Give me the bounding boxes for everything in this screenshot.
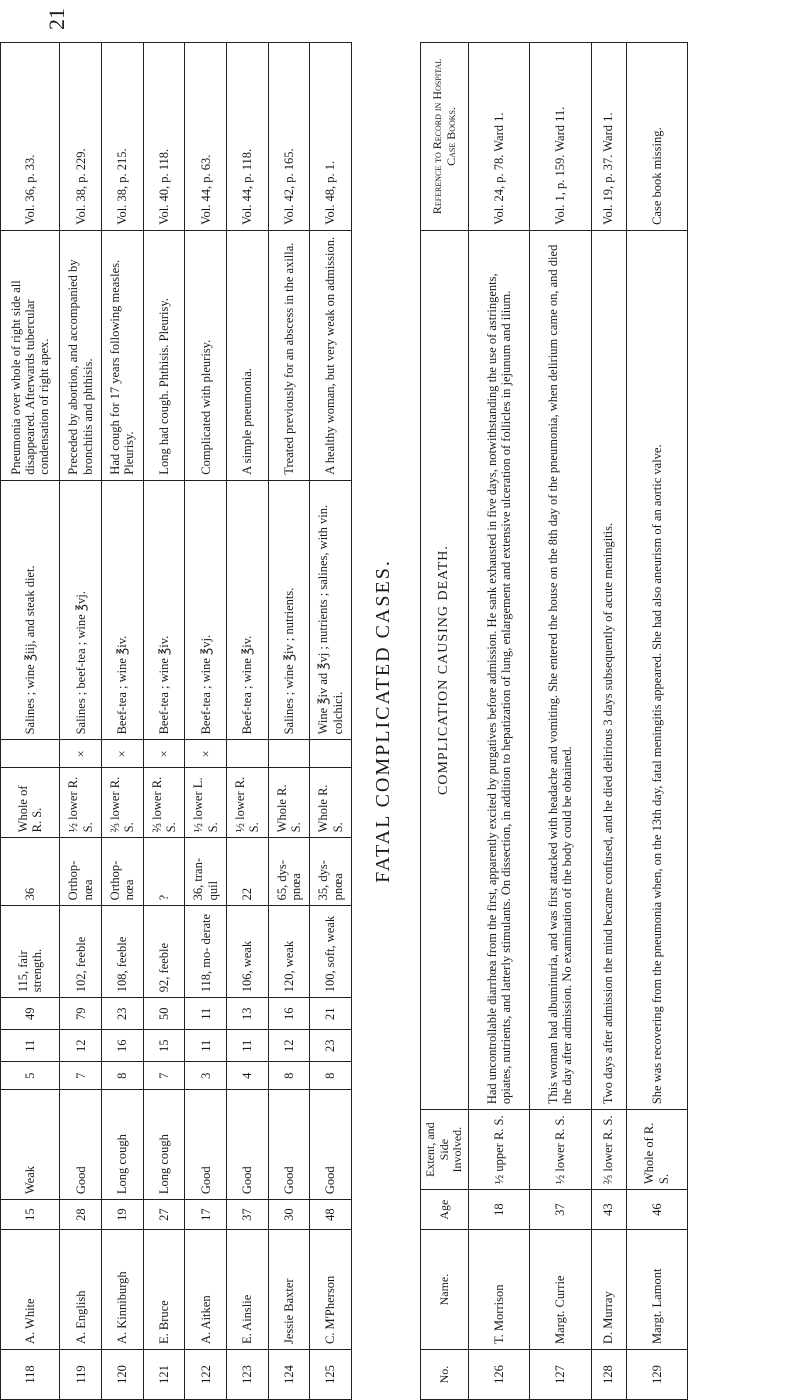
days-in-hospital: 13: [227, 998, 269, 1030]
extent-involved: ½ lower L. S.: [185, 768, 227, 838]
patient-age: 15: [1, 1200, 60, 1230]
patient-name: A. Kinniburgh: [102, 1230, 144, 1350]
fatal-cases-table: [420, 42, 688, 1400]
case-book-reference: Vol. 44, p. 118.: [227, 43, 269, 231]
header-age: Age: [421, 1190, 469, 1230]
respiration: 65, dys- pnœa: [268, 838, 310, 906]
day-of-disease: 3: [185, 1062, 227, 1090]
header-reference: Reference to Record in Hospital Case Books.: [421, 43, 469, 231]
patient-age: 27: [143, 1200, 185, 1230]
case-book-reference: Vol. 40, p. 118.: [143, 43, 185, 231]
cross-mark: [310, 740, 352, 768]
case-book-reference: Vol. 24, p. 78. Ward 1.: [469, 43, 530, 231]
day-of-disease: 8: [310, 1062, 352, 1090]
days-in-hospital: 49: [1, 998, 60, 1030]
complication-causing-death: This woman had albuminuria, and was first attacked with headache and vomiting. She entered the house on the 8th day of the pneumonia, when delirium came on, and died the day after admission. No examination of the body could be obtained.: [530, 230, 591, 1109]
patient-name: Margt. Lamont: [626, 1230, 687, 1350]
table-row: [227, 43, 269, 1400]
table-row: [530, 43, 591, 1400]
patient-name: E. Bruce: [143, 1230, 185, 1350]
respiration: Orthop- nœa: [102, 838, 144, 906]
case-book-reference: Vol. 48, p. 1.: [310, 43, 352, 231]
days-in-hospital: 79: [60, 998, 102, 1030]
day-of-disease: 7: [60, 1062, 102, 1090]
day-of-crisis: 23: [310, 1030, 352, 1062]
treatment: Salines ; beef-tea ; wine ℥vj.: [60, 480, 102, 740]
table-row: [185, 43, 227, 1400]
case-number: 121: [143, 1350, 185, 1400]
case-book-reference: Vol. 42, p. 165.: [268, 43, 310, 231]
header-complication: COMPLICATION CAUSING DEATH.: [421, 230, 469, 1109]
patient-age: 28: [60, 1200, 102, 1230]
patient-name: Jessie Baxter: [268, 1230, 310, 1350]
day-of-disease: 4: [227, 1062, 269, 1090]
day-of-crisis: 16: [102, 1030, 144, 1062]
previous-health: Long cough: [143, 1090, 185, 1200]
treatment: Beef-tea ; wine ℥iv.: [227, 480, 269, 740]
remarks: Treated previously for an abscess in the axilla.: [268, 230, 310, 480]
extent-involved: Whole R. S.: [310, 768, 352, 838]
fatal-cases-body: [469, 43, 688, 1400]
treatment: Beef-tea ; wine ℥iv.: [102, 480, 144, 740]
cross-mark: [268, 740, 310, 768]
fatal-cases-header-row: [421, 43, 469, 1400]
case-number: 119: [60, 1350, 102, 1400]
extent-involved: Whole of R. S.: [626, 1110, 687, 1190]
case-book-reference: Vol. 19, p. 37. Ward 1.: [591, 43, 626, 231]
respiration: 22: [227, 838, 269, 906]
days-in-hospital: 23: [102, 998, 144, 1030]
treatment: Salines ; wine ℥iv ; nutrients.: [268, 480, 310, 740]
case-number: 120: [102, 1350, 144, 1400]
day-of-disease: 5: [1, 1062, 60, 1090]
pulse: 102, feeble: [60, 906, 102, 998]
respiration: 35, dys- pnœa: [310, 838, 352, 906]
pulse: 92, feeble: [143, 906, 185, 998]
pulse: 106, weak: [227, 906, 269, 998]
patient-name: Margt. Currie: [530, 1230, 591, 1350]
remarks: Pneumonia over whole of right side all disappeared. Afterwards tubercular condensation of right apex.: [1, 230, 60, 480]
day-of-disease: 8: [102, 1062, 144, 1090]
table-row: [143, 43, 185, 1400]
day-of-crisis: 11: [1, 1030, 60, 1062]
case-book-reference: Vol. 38, p. 229.: [60, 43, 102, 231]
extent-involved: ⅔ lower R. S.: [143, 768, 185, 838]
header-no: No.: [421, 1350, 469, 1400]
day-of-crisis: 11: [227, 1030, 269, 1062]
days-in-hospital: 11: [185, 998, 227, 1030]
respiration: 36: [1, 838, 60, 906]
treatment: Salines ; wine ℥iij, and steak diet.: [1, 480, 60, 740]
day-of-crisis: 12: [268, 1030, 310, 1062]
page-number: 21: [44, 8, 69, 30]
table-row: [626, 43, 687, 1400]
case-number: 125: [310, 1350, 352, 1400]
patient-age: 37: [227, 1200, 269, 1230]
extent-involved: Whole R. S.: [268, 768, 310, 838]
treatment: Beef-tea ; wine ℥iv.: [143, 480, 185, 740]
pulse: 108, feeble: [102, 906, 144, 998]
table-row: [60, 43, 102, 1400]
patient-age: 19: [102, 1200, 144, 1230]
case-book-reference: Vol. 44, p. 63.: [185, 43, 227, 231]
extent-involved: ½ lower R. S.: [227, 768, 269, 838]
section-title: FATAL COMPLICATED CASES.: [372, 559, 394, 883]
cross-mark: [1, 740, 60, 768]
remarks: A simple pneumonia.: [227, 230, 269, 480]
pulse: 120, weak: [268, 906, 310, 998]
extent-involved: Whole of R. S.: [1, 768, 60, 838]
header-name: Name.: [421, 1230, 469, 1350]
complication-causing-death: Two days after admission the mind became confused, and he died delirious 3 days subsequently of acute meningitis.: [591, 230, 626, 1109]
remarks: Complicated with pleurisy.: [185, 230, 227, 480]
extent-involved: ½ lower R. S.: [60, 768, 102, 838]
cross-mark: [227, 740, 269, 768]
cross-mark: ×: [143, 740, 185, 768]
extent-involved: ⅔ lower R. S.: [102, 768, 144, 838]
case-book-reference: Case book missing.: [626, 43, 687, 231]
patient-age: 48: [310, 1200, 352, 1230]
patient-age: 43: [591, 1190, 626, 1230]
remarks: Preceded by abortion, and accompanied by bronchitis and phthisis.: [60, 230, 102, 480]
extent-involved: ½ lower R. S.: [530, 1110, 591, 1190]
table-row: [310, 43, 352, 1400]
days-in-hospital: 50: [143, 998, 185, 1030]
previous-health: Good: [268, 1090, 310, 1200]
case-number: 122: [185, 1350, 227, 1400]
patient-name: A. English: [60, 1230, 102, 1350]
patient-age: 46: [626, 1190, 687, 1230]
cross-mark: ×: [102, 740, 144, 768]
previous-health: Good: [310, 1090, 352, 1200]
previous-health: Good: [185, 1090, 227, 1200]
header-extent: Extent, and Side Involved.: [421, 1110, 469, 1190]
cross-mark: ×: [60, 740, 102, 768]
previous-health: Good: [227, 1090, 269, 1200]
patient-name: C. M'Pherson: [310, 1230, 352, 1350]
patient-name: T. Morrison: [469, 1230, 530, 1350]
case-book-reference: Vol. 38, p. 215.: [102, 43, 144, 231]
case-number: 123: [227, 1350, 269, 1400]
previous-health: Long cough: [102, 1090, 144, 1200]
patient-name: E. Ainslie: [227, 1230, 269, 1350]
day-of-disease: 8: [268, 1062, 310, 1090]
recovered-cases-table: [0, 42, 352, 1400]
remarks: A healthy woman, but very weak on admission.: [310, 230, 352, 480]
days-in-hospital: 21: [310, 998, 352, 1030]
patient-name: A. White: [1, 1230, 60, 1350]
pulse: 100, soft, weak: [310, 906, 352, 998]
pulse: 118, mo- derate: [185, 906, 227, 998]
respiration: ?: [143, 838, 185, 906]
day-of-disease: 7: [143, 1062, 185, 1090]
complication-causing-death: Had uncontrollable diarrhœa from the first, apparently excited by purgatives before admission. He sank exhausted in five days, notwithstanding the use of astringents, opiates, nutrients, and latterly stimulants. On dissection, in addition to hepatization of lung, enlargement and extensive ulceration of follicles in jejunum and ilium.: [469, 230, 530, 1109]
extent-involved: ½ upper R. S.: [469, 1110, 530, 1190]
pulse: 115, fair strength.: [1, 906, 60, 998]
case-number: 118: [1, 1350, 60, 1400]
patient-age: 18: [469, 1190, 530, 1230]
treatment: Beef-tea ; wine ℥vj.: [185, 480, 227, 740]
case-number: 128: [591, 1350, 626, 1400]
case-number: 129: [626, 1350, 687, 1400]
recovered-cases-body: [1, 43, 352, 1400]
day-of-crisis: 15: [143, 1030, 185, 1062]
patient-age: 17: [185, 1200, 227, 1230]
remarks: Had cough for 17 years following measles. Pleurisy.: [102, 230, 144, 480]
table-row: [469, 43, 530, 1400]
remarks: Long had cough. Phthisis. Pleurisy.: [143, 230, 185, 480]
table-row: [268, 43, 310, 1400]
case-number: 124: [268, 1350, 310, 1400]
cross-mark: ×: [185, 740, 227, 768]
case-book-reference: Vol. 1, p. 159. Ward 11.: [530, 43, 591, 231]
previous-health: Weak: [1, 1090, 60, 1200]
table-row: [102, 43, 144, 1400]
previous-health: Good: [60, 1090, 102, 1200]
respiration: Orthop- nœa: [60, 838, 102, 906]
extent-involved: ⅔ lower R. S.: [591, 1110, 626, 1190]
patient-name: D. Murray: [591, 1230, 626, 1350]
case-number: 127: [530, 1350, 591, 1400]
respiration: 36, tran- quil: [185, 838, 227, 906]
day-of-crisis: 11: [185, 1030, 227, 1062]
case-number: 126: [469, 1350, 530, 1400]
patient-name: A. Aitken: [185, 1230, 227, 1350]
patient-age: 30: [268, 1200, 310, 1230]
table-row: [1, 43, 60, 1400]
days-in-hospital: 16: [268, 998, 310, 1030]
treatment: Wine ℥iv ad ℥vj ; nutrients ; salines, with vin. colchici.: [310, 480, 352, 740]
complication-causing-death: She was recovering from the pneumonia when, on the 13th day, fatal meningitis appeared. She had also aneurism of an aortic valve.: [626, 230, 687, 1109]
day-of-crisis: 12: [60, 1030, 102, 1062]
table-row: [591, 43, 626, 1400]
patient-age: 37: [530, 1190, 591, 1230]
case-book-reference: Vol. 36, p. 33.: [1, 43, 60, 231]
